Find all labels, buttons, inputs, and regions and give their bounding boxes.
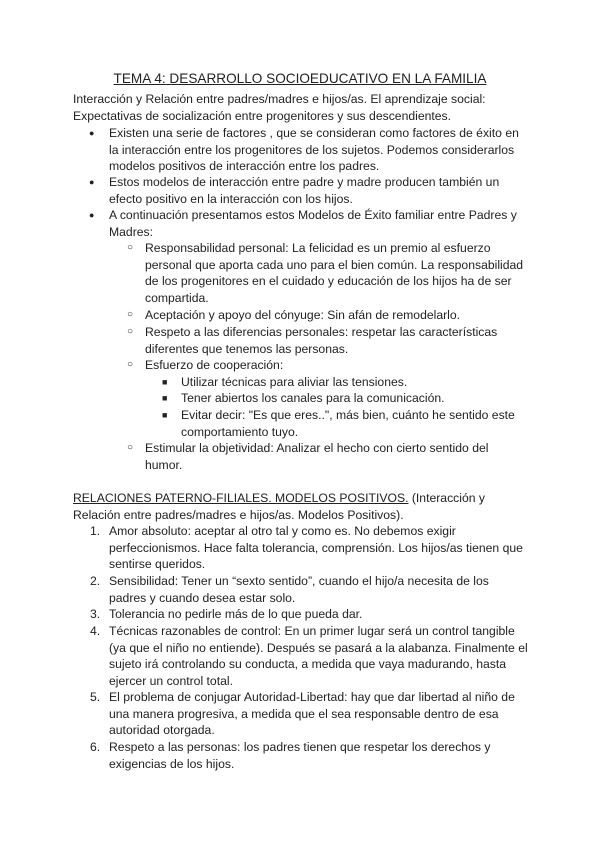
numbered-line: ejercer un control total. (109, 673, 233, 688)
square-bullet-line: ■ Evitar decir: "Es que eres..", más bien, cuánto he sentido este (181, 408, 515, 422)
numbered-line: exigencias de los hijos. (109, 756, 235, 771)
square-bullet-line: comportamiento tuyo. (181, 424, 299, 439)
numbered-item (90, 623, 529, 689)
section-heading-rest: (Interacción y (408, 491, 486, 505)
bullet-line: ● Estos modelos de interacción entre padre y madre producen también un (109, 175, 500, 189)
bullet-item (109, 174, 529, 207)
numbered-line: sentirse queridos. (109, 557, 206, 572)
square-bullet-item (181, 390, 526, 407)
numbered-item (90, 739, 529, 772)
numbered-line: padres y cuando desea estar solo. (109, 590, 296, 605)
sub-bullet-line: ○ Responsabilidad personal: La felicidad es un premio al esfuerzo (145, 241, 491, 255)
intro-line: Interacción y Relación entre padres/madres e hijos/as. El aprendizaje social: (73, 92, 486, 106)
sub-bullet-item (145, 357, 530, 374)
numbered-line: una manera progresiva, a medida que el sea responsable dentro de esa (109, 706, 499, 721)
item-number: 6. (90, 740, 101, 754)
square-bullet-line: ■ Tener abiertos los canales para la comunicación. (181, 391, 445, 405)
sub-bullet-line: humor. (145, 457, 183, 472)
item-number: 3. (90, 607, 101, 621)
item-number: 1. (90, 524, 101, 538)
square-bullet-item (181, 407, 526, 440)
bullet-line: Madres: (109, 224, 154, 239)
square-bullet-item (181, 374, 526, 391)
sub-bullet-line: compartida. (145, 290, 209, 305)
bullet-item (109, 207, 529, 240)
sub-bullet-line: de los progenitores en el cuidado y educación de los hijos ha de ser (145, 274, 512, 289)
sub-bullet-line: ○ Esfuerzo de cooperación: (145, 358, 284, 372)
section-heading-line: Relación entre padres/madres e hijos/as. Modelos Positivos). (73, 507, 404, 522)
numbered-item (90, 689, 529, 739)
numbered-item (90, 573, 529, 606)
bullet-line: efecto positivo en la interacción con los hijos. (109, 191, 353, 206)
sub-bullet-item (145, 440, 530, 473)
bullet-line: ● Existen una serie de factores , que se consideran como factores de éxito en (109, 126, 519, 140)
numbered-line: Respeto a las personas: los padres tienen que respetar los derechos y (109, 740, 491, 754)
numbered-item (90, 606, 529, 623)
bullet-line: modelos positivos de interacción entre los padres. (109, 159, 380, 174)
item-number: 2. (90, 574, 101, 588)
intro-line: Expectativas de socialización entre progenitores y sus descendientes. (73, 108, 452, 123)
sub-bullet-line: ○ Estimular la objetividad: Analizar el hecho con cierto sentido del (145, 441, 489, 455)
numbered-line: Técnicas razonables de control: En un primer lugar será un control tangible (109, 624, 515, 638)
sub-bullet-line: diferentes que tenemos las personas. (145, 341, 349, 356)
numbered-line: Amor absoluto: aceptar al otro tal y como es. No debemos exigir (109, 524, 456, 538)
numbered-line: El problema de conjugar Autoridad-Libertad: hay que dar libertad al niño de (109, 690, 515, 704)
numbered-line: Sensibilidad: Tener un “sexto sentido”, cuando el hijo/a necesita de los (109, 574, 489, 588)
bullet-item (109, 125, 529, 175)
numbered-line: autoridad otorgada. (109, 723, 215, 738)
sub-bullet-item (145, 307, 530, 324)
sub-bullet-line: personal que aporta cada uno para el bien común. La responsabilidad (145, 257, 524, 272)
square-bullet-line: ■ Utilizar técnicas para aliviar las tensiones. (181, 375, 408, 389)
section-heading-paragraph (73, 490, 573, 523)
numbered-line: Tolerancia no pedirle más de lo que pueda dar. (109, 607, 363, 621)
intro-paragraph (73, 91, 573, 124)
sub-bullet-item (145, 240, 530, 306)
bullet-line: la interacción entre los progenitores de los sujetos. Podemos considerarlos (109, 142, 515, 157)
sub-bullet-item (145, 324, 530, 357)
item-number: 4. (90, 624, 101, 638)
bullet-line: ● A continuación presentamos estos Modelos de Éxito familiar entre Padres y (109, 208, 517, 222)
sub-bullet-line: ○ Respeto a las diferencias personales: respetar las características (145, 325, 498, 339)
sub-bullet-line: ○ Aceptación y apoyo del cónyuge: Sin afán de remodelarlo. (145, 308, 461, 322)
numbered-line: perfeccionismos. Hace falta tolerancia, comprensión. Los hijos/as tienen que (109, 540, 523, 555)
item-number: 5. (90, 690, 101, 704)
page-title: TEMA 4: DESARROLLO SOCIOEDUCATIVO EN LA FAMILIA (113, 71, 487, 86)
section-heading: RELACIONES PATERNO-FILIALES. MODELOS POSITIVOS. (73, 491, 409, 505)
numbered-line: (ya que el niño no entiende). Después se pasará a la alabanza. Finalmente el (109, 640, 528, 655)
numbered-item (90, 523, 529, 573)
numbered-line: sujeto irá controlando su conducta, a medida que vaya madurando, hasta (109, 657, 507, 672)
